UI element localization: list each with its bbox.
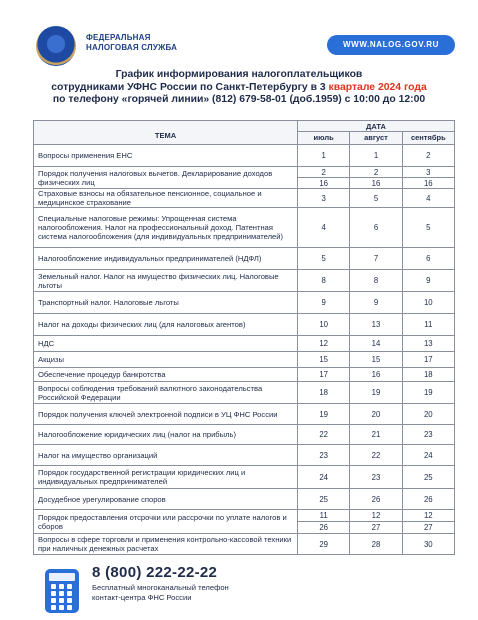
date-line: [298, 404, 454, 424]
date-cell-july: 16: [298, 178, 350, 188]
row-dates: [298, 510, 454, 533]
hotline-description: [92, 583, 229, 603]
keypad-key: [67, 591, 72, 596]
table-row: [34, 352, 454, 368]
date-cell-july: 2: [298, 167, 350, 177]
row-topic: Вопросы применения ЕНС: [34, 145, 298, 166]
row-dates: [298, 445, 454, 465]
row-topic: Налог на имущество организаций: [34, 445, 298, 465]
keypad-key: [51, 584, 56, 589]
date-cell-july: 5: [298, 248, 350, 269]
date-cell-august: 1: [350, 145, 402, 166]
table-row: [34, 382, 454, 404]
date-cell-july: 10: [298, 314, 350, 335]
fns-emblem-logo: [36, 26, 76, 66]
date-line: [298, 352, 454, 367]
date-line: [298, 178, 454, 188]
date-cell-july: 18: [298, 382, 350, 403]
date-cell-july: 19: [298, 404, 350, 424]
date-line: [298, 382, 454, 403]
row-dates: [298, 425, 454, 444]
date-header-label: ДАТА: [298, 121, 454, 132]
date-cell-september: 26: [423, 494, 433, 504]
date-cell-july: 8: [298, 270, 350, 291]
table-header: [34, 121, 454, 145]
title-line2-text: сотрудниками УФНС России по Санкт-Петербургу в 3: [51, 81, 329, 93]
date-cell-september: 10: [423, 298, 433, 307]
date-cell-september: 5: [426, 223, 431, 232]
date-line: [298, 292, 454, 313]
date-line: [298, 489, 454, 509]
date-cell-july: 22: [298, 425, 350, 444]
title-line2: [30, 82, 448, 95]
table-row: [34, 425, 454, 445]
date-cell-july: 29: [298, 534, 350, 554]
row-topic: Налогообложение индивидуальных предпринимателей (НДФЛ): [34, 248, 298, 269]
row-topic: Досудебное урегулирование споров: [34, 489, 298, 509]
title-quarter-accent: квартале 2024 года: [328, 81, 427, 93]
date-cell-september: 30: [423, 539, 433, 549]
table-row: [34, 189, 454, 208]
row-dates: [298, 336, 454, 351]
row-topic: Земельный налог. Налог на имущество физических лиц. Налоговые льготы: [34, 270, 298, 291]
keypad-key: [67, 598, 72, 603]
hotline-desc-line2: контакт-центра ФНС России: [92, 593, 192, 602]
date-cell-august: 22: [350, 445, 402, 465]
row-topic: Акцизы: [34, 352, 298, 367]
hotline-phone-number[interactable]: 8 (800) 222-22-22: [92, 564, 218, 581]
date-cell-september: 19: [423, 388, 433, 397]
date-cell-september: 2: [426, 151, 431, 160]
date-cell-september: 11: [424, 320, 433, 329]
row-dates: [298, 489, 454, 509]
date-cell-september: 24: [423, 450, 433, 460]
date-cell-august: 9: [350, 292, 402, 313]
date-cell-september: 13: [423, 339, 433, 348]
row-dates: [298, 189, 454, 207]
date-cell-august: 23: [350, 466, 402, 488]
table-row: [34, 510, 454, 534]
website-link[interactable]: WWW.NALOG.GOV.RU: [327, 35, 455, 55]
date-cell-august: 16: [350, 368, 402, 381]
date-cell-august: 26: [350, 489, 402, 509]
date-cell-july: 4: [298, 208, 350, 247]
date-cell-august: 27: [350, 522, 402, 533]
date-cell-september: 23: [423, 430, 433, 439]
table-row: [34, 404, 454, 425]
row-topic: Налогообложение юридических лиц (налог на прибыль): [34, 425, 298, 444]
month-header-september: сентябрь: [410, 133, 446, 142]
date-column-header: [298, 121, 454, 144]
date-line: [298, 208, 454, 247]
date-line: [298, 534, 454, 554]
date-cell-august: 15: [350, 352, 402, 367]
date-cell-september: 18: [423, 370, 433, 379]
row-dates: [298, 534, 454, 554]
row-dates: [298, 382, 454, 403]
table-row: [34, 270, 454, 292]
row-topic: Обеспечение процедур банкротства: [34, 368, 298, 381]
date-cell-september: 17: [423, 355, 433, 364]
table-row: [34, 208, 454, 248]
org-name-line2: НАЛОГОВАЯ СЛУЖБА: [86, 43, 178, 52]
date-cell-august: 14: [350, 336, 402, 351]
table-row: [34, 466, 454, 489]
row-dates: [298, 352, 454, 367]
row-topic: НДС: [34, 336, 298, 351]
date-line: [298, 510, 454, 522]
date-line: [298, 368, 454, 381]
row-topic: Порядок предоставления отсрочки или рассрочки по уплате налогов и сборов: [34, 510, 298, 533]
date-cell-july: 23: [298, 445, 350, 465]
date-cell-july: 12: [298, 336, 350, 351]
keypad-key: [59, 598, 64, 603]
date-line: [298, 167, 454, 178]
row-dates: [298, 270, 454, 291]
row-dates: [298, 404, 454, 424]
table-row: [34, 336, 454, 352]
date-cell-august: 19: [350, 382, 402, 403]
date-cell-august: 13: [350, 314, 402, 335]
keypad-key: [59, 605, 64, 610]
row-dates: [298, 167, 454, 188]
date-line: [298, 466, 454, 488]
row-topic: Налог на доходы физических лиц (для налоговых агентов): [34, 314, 298, 335]
table-row: [34, 489, 454, 510]
keypad-key: [51, 598, 56, 603]
date-cell-august: 7: [350, 248, 402, 269]
row-dates: [298, 248, 454, 269]
date-cell-august: 6: [350, 208, 402, 247]
date-cell-september: 20: [423, 409, 433, 419]
keypad-key: [67, 584, 72, 589]
row-topic: Порядок получения налоговых вычетов. Декларирование доходов физических лиц: [34, 167, 298, 188]
table-row: [34, 145, 454, 167]
row-dates: [298, 314, 454, 335]
row-dates: [298, 292, 454, 313]
date-line: [298, 189, 454, 207]
table-row: [34, 534, 454, 554]
table-row: [34, 314, 454, 336]
table-row: [34, 445, 454, 466]
row-topic: Транспортный налог. Налоговые льготы: [34, 292, 298, 313]
date-cell-september: 25: [423, 472, 433, 482]
row-topic: Специальные налоговые режимы: Упрощенная система налогообложения. Налог на профессиональный доход. Патентная система налогообложения (для индивидуальных предпринимателей): [34, 208, 298, 247]
phone-screen: [49, 573, 75, 581]
hotline-desc-line1: Бесплатный многоканальный телефон: [92, 583, 229, 592]
keypad-key: [51, 591, 56, 596]
date-cell-august: 8: [350, 270, 402, 291]
date-cell-july: 3: [298, 189, 350, 207]
keypad-key: [51, 605, 56, 610]
date-cell-july: 24: [298, 466, 350, 488]
date-cell-september: 4: [426, 193, 431, 203]
row-topic: Страховые взносы на обязательное пенсионное, социальное и медицинское страхование: [34, 189, 298, 207]
row-topic: Порядок государственной регистрации юридических лиц и индивидуальных предпринимателей: [34, 466, 298, 488]
topic-column-header: ТЕМА: [34, 121, 298, 144]
date-cell-september: 27: [423, 523, 433, 532]
date-line: [298, 522, 454, 533]
document-title: [30, 69, 448, 107]
date-line: [298, 314, 454, 335]
date-cell-september: 12: [423, 511, 433, 520]
table-row: [34, 248, 454, 270]
date-cell-august: 28: [350, 534, 402, 554]
date-cell-july: 1: [298, 145, 350, 166]
title-line3: по телефону «горячей линии» (812) 679-58-01 (доб.1959) с 10:00 до 12:00: [52, 94, 426, 105]
title-line1: График информирования налогоплательщиков: [115, 69, 363, 80]
date-cell-august: 21: [350, 425, 402, 444]
month-header-july: июль: [298, 132, 350, 144]
row-dates: [298, 208, 454, 247]
keypad-key: [59, 591, 64, 596]
row-topic: Вопросы в сфере торговли и применения контрольно-кассовой техники при наличных денежных расчетах: [34, 534, 298, 554]
row-dates: [298, 466, 454, 488]
org-name-line1: ФЕДЕРАЛЬНАЯ: [86, 33, 151, 42]
date-cell-august: 2: [350, 167, 402, 177]
row-dates: [298, 145, 454, 166]
date-cell-september: 9: [426, 276, 431, 285]
date-cell-september: 6: [426, 254, 431, 263]
table-row: [34, 167, 454, 189]
row-dates: [298, 368, 454, 381]
date-cell-july: 11: [298, 510, 350, 521]
keypad-key: [67, 605, 72, 610]
date-cell-july: 17: [298, 368, 350, 381]
org-name: [86, 33, 177, 53]
date-cell-july: 25: [298, 489, 350, 509]
date-cell-july: 15: [298, 352, 350, 367]
header: [0, 0, 478, 66]
row-topic: Порядок получения ключей электронной подписи в УЦ ФНС России: [34, 404, 298, 424]
table-body: [34, 145, 454, 554]
date-line: [298, 270, 454, 291]
date-cell-july: 9: [298, 292, 350, 313]
date-cell-july: 26: [298, 522, 350, 533]
date-cell-august: 12: [350, 510, 402, 521]
date-line: [298, 248, 454, 269]
date-line: [298, 425, 454, 444]
date-cell-september: 16: [423, 178, 433, 188]
date-cell-august: 5: [350, 189, 402, 207]
date-cell-august: 20: [350, 404, 402, 424]
table-row: [34, 368, 454, 382]
date-cell-august: 16: [350, 178, 402, 188]
schedule-table: [33, 120, 455, 555]
date-line: [298, 336, 454, 351]
keypad-key: [59, 584, 64, 589]
row-topic: Вопросы соблюдения требований валютного законодательства Российской Федерации: [34, 382, 298, 403]
month-header-august: август: [350, 132, 402, 144]
date-cell-september: 3: [426, 167, 431, 177]
date-line: [298, 145, 454, 166]
table-row: [34, 292, 454, 314]
date-line: [298, 445, 454, 465]
phone-icon: [45, 569, 79, 613]
month-headers: [298, 132, 454, 144]
